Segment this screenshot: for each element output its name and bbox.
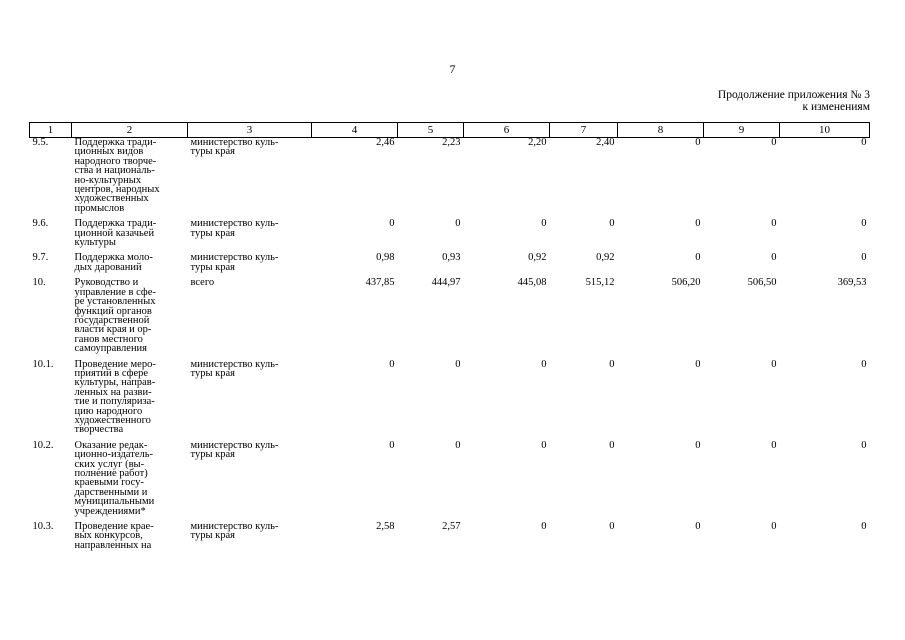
appendix-line-1: Продолжение приложения № 3 (717, 89, 870, 101)
column-header-9: 9 (704, 123, 780, 138)
row-value-col-5: 0,93 (442, 252, 461, 264)
row-value-col-10: 0 (861, 358, 867, 370)
row-value-col-6: 0 (541, 358, 547, 370)
row-value-col-8: 506,20 (671, 277, 701, 289)
table-row (30, 253, 870, 278)
row-value-col-8: 0 (695, 252, 701, 264)
row-value-col-5: 0 (455, 218, 461, 230)
appendix-heading (718, 89, 870, 113)
page-number: 7 (449, 62, 456, 76)
row-name: Поддержка тради- ционной казачьей культуры (74, 218, 157, 249)
row-value-col-7: 0,92 (596, 252, 615, 264)
row-value-col-6: 2,20 (528, 137, 547, 148)
appendix-line-2: к изменениям (802, 101, 870, 113)
row-value-col-7: 0 (609, 218, 615, 230)
row-value-col-5: 0 (455, 439, 461, 451)
header-row (30, 123, 870, 138)
row-value-col-10: 0 (861, 137, 867, 148)
row-executor: министерство куль- туры края (190, 521, 279, 542)
row-value-col-10: 0 (861, 521, 867, 533)
row-value-col-4: 0,98 (376, 252, 395, 264)
row-value-col-5: 0 (455, 358, 461, 370)
column-header-5: 5 (398, 123, 464, 138)
row-number: 9.5. (32, 137, 49, 148)
row-name: Проведение крае- вых конкурсов, направленных на (74, 521, 154, 551)
row-value-col-5: 2,23 (442, 137, 461, 148)
row-name: Оказание редак- ционно-издатель- ских услуг (вы- полнение работ) краевыми госу- дарственными и муниципальными учреждениями* (74, 439, 155, 517)
row-name: Руководство и управление в сфе- ре установленных функций органов государственной власти края и ор- ганов местного самоуправления (74, 277, 156, 355)
row-name: Поддержка моло- дых дарований (74, 252, 153, 273)
row-value-col-8: 0 (695, 137, 701, 148)
row-value-col-6: 0 (541, 218, 547, 230)
row-value-col-7: 515,12 (585, 277, 615, 289)
row-value-col-4: 0 (389, 218, 395, 230)
table-row (30, 441, 870, 522)
row-name: Поддержка тради- ционных видов народного творче- ства и националь- но-культурных центров, народных художественных промыслов (74, 137, 160, 214)
row-executor: министерство куль- туры края (190, 439, 279, 461)
program-table (29, 122, 870, 556)
row-value-col-9: 0 (771, 358, 777, 370)
row-value-col-7: 0 (609, 358, 615, 370)
row-value-col-4: 2,58 (376, 521, 395, 533)
row-value-col-10: 369,53 (837, 277, 867, 289)
row-executor: всего (190, 277, 215, 289)
column-header-1: 1 (30, 123, 72, 138)
table-row (30, 138, 870, 220)
row-value-col-4: 2,46 (376, 137, 395, 148)
row-executor: министерство куль- туры края (190, 358, 279, 379)
row-value-col-4: 437,85 (365, 277, 395, 289)
table-row (30, 278, 870, 359)
row-number: 10.3. (32, 521, 54, 533)
row-value-col-9: 0 (771, 218, 777, 230)
row-value-col-9: 0 (771, 521, 777, 533)
row-number: 10.1. (32, 358, 54, 370)
row-value-col-6: 445,08 (517, 277, 547, 289)
row-value-col-8: 0 (695, 358, 701, 370)
row-value-col-9: 0 (771, 439, 777, 451)
row-number: 10.2. (32, 439, 54, 451)
row-value-col-10: 0 (861, 252, 867, 264)
row-value-col-7: 2,40 (596, 137, 615, 148)
column-header-10: 10 (780, 123, 870, 138)
row-value-col-4: 0 (389, 439, 395, 451)
row-value-col-7: 0 (609, 439, 615, 451)
row-value-col-9: 506,50 (747, 277, 777, 289)
row-number: 9.7. (32, 252, 49, 264)
table-row (30, 219, 870, 253)
row-value-col-5: 444,97 (431, 277, 461, 289)
row-executor: министерство куль- туры края (190, 137, 279, 158)
row-value-col-7: 0 (609, 521, 615, 533)
row-executor: министерство куль- туры края (190, 218, 279, 239)
row-value-col-5: 2,57 (442, 521, 461, 533)
column-header-4: 4 (312, 123, 398, 138)
row-value-col-8: 0 (695, 521, 701, 533)
row-value-col-10: 0 (861, 218, 867, 230)
row-value-col-9: 0 (771, 137, 777, 148)
row-value-col-8: 0 (695, 218, 701, 230)
row-number: 9.6. (32, 218, 49, 230)
row-value-col-4: 0 (389, 358, 395, 370)
row-value-col-6: 0 (541, 439, 547, 451)
column-header-7: 7 (550, 123, 618, 138)
row-name: Проведение меро- приятий в сфере культуры, направ- ленных на разви- тие и популяриза- цию народного художественного творчества (74, 358, 156, 436)
column-header-3: 3 (188, 123, 312, 138)
column-header-2: 2 (72, 123, 188, 138)
column-header-6: 6 (464, 123, 550, 138)
row-value-col-8: 0 (695, 439, 701, 451)
row-value-col-6: 0,92 (528, 252, 547, 264)
row-executor: министерство куль- туры края (190, 252, 279, 273)
table-row (30, 360, 870, 441)
row-value-col-6: 0 (541, 521, 547, 533)
row-number: 10. (32, 277, 46, 289)
table-row (30, 522, 870, 556)
row-value-col-9: 0 (771, 252, 777, 264)
column-header-8: 8 (618, 123, 704, 138)
row-value-col-10: 0 (861, 439, 867, 451)
table-body (30, 138, 870, 557)
